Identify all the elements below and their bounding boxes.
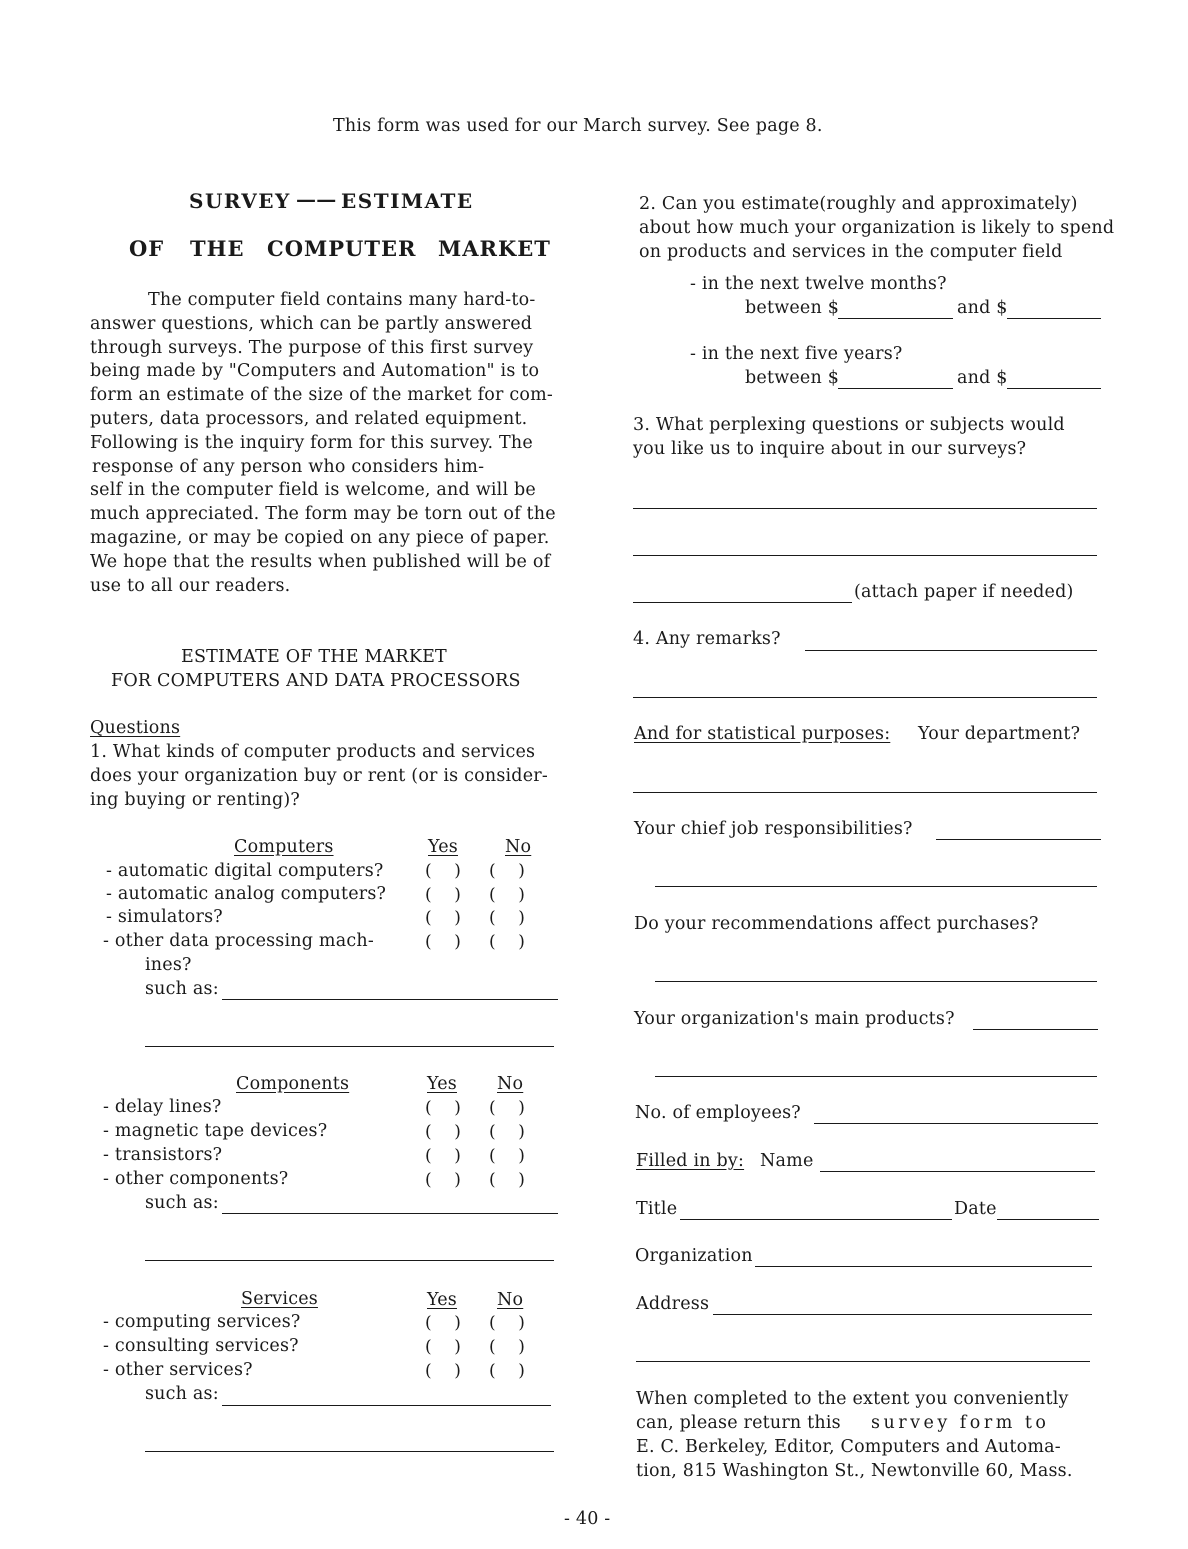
job-extra-line[interactable] <box>655 886 1097 887</box>
products-field[interactable] <box>973 1029 1098 1030</box>
components-heading: Components <box>236 1074 350 1094</box>
page-number: - 40 - <box>564 1509 611 1529</box>
components-item: - transistors? <box>103 1145 223 1165</box>
q2-line: about how much your organization is likely to spend <box>639 218 1115 238</box>
intro-line: much appreciated. The form may be torn out of the <box>90 504 556 525</box>
checkbox-yes[interactable]: ( ) <box>425 1170 462 1190</box>
computers-extra-line[interactable] <box>145 1046 554 1047</box>
intro-line: self in the computer field is welcome, and will be <box>90 480 536 501</box>
estimate-heading-line1: ESTIMATE OF THE MARKET <box>181 647 447 667</box>
services-item: - computing services? <box>103 1312 301 1332</box>
q4-label: 4. Any remarks? <box>633 629 781 649</box>
twelve-months-high-field[interactable] <box>1007 318 1101 319</box>
q3-answer-line[interactable] <box>633 555 1097 556</box>
closing-line-spaced: survey form to <box>871 1413 1050 1433</box>
products-label: Your organization's main products? <box>634 1009 955 1029</box>
intro-line: We hope that the results when published will be of <box>90 551 551 572</box>
name-label: Name <box>760 1151 814 1171</box>
q1-line: 1. What kinds of computer products and services <box>90 742 536 762</box>
checkbox-no[interactable]: ( ) <box>489 885 526 905</box>
five-years-high-field[interactable] <box>1007 388 1101 389</box>
title-word-the: THE <box>190 236 245 261</box>
and-label: and $ <box>957 368 1008 388</box>
date-field[interactable] <box>997 1219 1099 1220</box>
yes-header: Yes <box>428 837 458 857</box>
such-as-label: such as: <box>145 979 219 999</box>
checkbox-yes[interactable]: ( ) <box>425 1098 462 1118</box>
components-extra-line[interactable] <box>145 1260 554 1261</box>
checkbox-no[interactable]: ( ) <box>489 1146 526 1166</box>
intro-line: Following is the inquiry form for this survey. The <box>90 432 533 453</box>
q3-line: you like us to inquire about in our surveys? <box>633 439 1027 459</box>
computers-item: - simulators? <box>106 907 223 927</box>
statistical-label: And for statistical purposes: <box>634 724 891 744</box>
computers-heading: Computers <box>234 837 334 857</box>
intro-line: through surveys. The purpose of this first survey <box>90 337 534 358</box>
services-item: - other services? <box>103 1360 253 1380</box>
between-label: between $ <box>745 368 840 388</box>
checkbox-no[interactable]: ( ) <box>489 1313 526 1333</box>
checkbox-yes[interactable]: ( ) <box>425 1146 462 1166</box>
address-label: Address <box>636 1294 710 1314</box>
q2-line: on products and services in the computer field <box>639 242 1063 262</box>
closing-line: E. C. Berkeley, Editor, Computers and Automa- <box>636 1437 1061 1457</box>
q3-line: 3. What perplexing questions or subjects would <box>633 415 1065 435</box>
checkbox-yes[interactable]: ( ) <box>425 1337 462 1357</box>
closing-line: can, please return this <box>636 1413 841 1433</box>
checkbox-no[interactable]: ( ) <box>489 908 526 928</box>
yes-header: Yes <box>427 1290 457 1310</box>
title-word-market: MARKET <box>438 236 551 261</box>
recommendations-field[interactable] <box>655 981 1097 982</box>
checkbox-no[interactable]: ( ) <box>489 1170 526 1190</box>
such-as-label: such as: <box>145 1384 219 1404</box>
title-field[interactable] <box>680 1219 952 1220</box>
address-extra-line[interactable] <box>636 1361 1090 1362</box>
employees-label: No. of employees? <box>635 1103 801 1123</box>
checkbox-yes[interactable]: ( ) <box>425 908 462 928</box>
intro-line: magazine, or may be copied on any piece of paper. <box>90 527 550 548</box>
services-extra-line[interactable] <box>145 1451 554 1452</box>
closing-line: tion, 815 Washington St., Newtonville 60, Mass. <box>636 1461 1073 1481</box>
checkbox-yes[interactable]: ( ) <box>425 1122 462 1142</box>
q2-five-years: - in the next five years? <box>690 344 903 364</box>
q1-line: ing buying or renting)? <box>90 790 300 810</box>
checkbox-no[interactable]: ( ) <box>489 1361 526 1381</box>
title-word-of: OF <box>129 236 165 261</box>
computers-item-continuation: ines? <box>145 955 192 975</box>
services-item: - consulting services? <box>103 1336 299 1356</box>
intro-line: puters, data processors, and related equipment. <box>90 408 528 429</box>
checkbox-yes[interactable]: ( ) <box>425 932 462 952</box>
address-field[interactable] <box>713 1314 1092 1315</box>
title-label: Title <box>636 1199 678 1219</box>
employees-field[interactable] <box>814 1123 1098 1124</box>
computers-such-as-line[interactable] <box>222 999 558 1000</box>
intro-paragraph <box>90 289 584 598</box>
twelve-months-low-field[interactable] <box>838 318 953 319</box>
checkbox-yes[interactable]: ( ) <box>425 1313 462 1333</box>
header-note: This form was used for our March survey. See page 8. <box>333 116 823 136</box>
department-label: Your department? <box>918 724 1081 744</box>
name-field[interactable] <box>820 1171 1095 1172</box>
remarks-extra-line[interactable] <box>633 697 1097 698</box>
title-survey: SURVEY <box>189 189 291 213</box>
estimate-heading-line2: FOR COMPUTERS AND DATA PROCESSORS <box>111 671 521 691</box>
intro-line: being made by "Computers and Automation" is to <box>90 361 540 382</box>
computers-item: - other data processing mach- <box>103 931 374 951</box>
components-such-as-line[interactable] <box>222 1213 558 1214</box>
organization-field[interactable] <box>755 1266 1092 1267</box>
job-field[interactable] <box>936 839 1101 840</box>
q3-answer-line[interactable] <box>633 508 1097 509</box>
q3-answer-line[interactable] <box>633 602 852 603</box>
q1-line: does your organization buy or rent (or is consider- <box>90 766 548 786</box>
title-dash: —— <box>296 187 337 211</box>
products-extra-line[interactable] <box>655 1076 1097 1077</box>
intro-line: The computer field contains many hard-to- <box>148 290 536 310</box>
five-years-low-field[interactable] <box>838 388 953 389</box>
no-header: No <box>505 837 532 857</box>
job-label: Your chief job responsibilities? <box>634 819 913 839</box>
q2-line: 2. Can you estimate(roughly and approximately) <box>639 194 1078 214</box>
components-item: - magnetic tape devices? <box>103 1121 328 1141</box>
checkbox-yes[interactable]: ( ) <box>425 861 462 881</box>
intro-line: form an estimate of the size of the market for com- <box>90 385 553 406</box>
between-label: between $ <box>745 298 840 318</box>
checkbox-yes[interactable]: ( ) <box>425 885 462 905</box>
no-header: No <box>497 1074 524 1094</box>
closing-line: When completed to the extent you conveniently <box>636 1389 1069 1409</box>
title-word-computer: COMPUTER <box>267 236 417 261</box>
date-label: Date <box>954 1199 997 1219</box>
and-label: and $ <box>957 298 1008 318</box>
computers-item: - automatic digital computers? <box>106 861 384 881</box>
organization-label: Organization <box>635 1246 753 1266</box>
no-header: No <box>497 1290 524 1310</box>
filled-by-label: Filled in by: <box>636 1151 745 1171</box>
checkbox-no[interactable]: ( ) <box>489 1098 526 1118</box>
components-item: - delay lines? <box>103 1097 222 1117</box>
checkbox-no[interactable]: ( ) <box>489 932 526 952</box>
title-estimate: ESTIMATE <box>341 189 474 213</box>
intro-line: answer questions, which can be partly answered <box>90 313 533 334</box>
yes-header: Yes <box>427 1074 457 1094</box>
department-field[interactable] <box>633 792 1097 793</box>
remarks-field[interactable] <box>805 650 1097 651</box>
recommendations-label: Do your recommendations affect purchases? <box>634 914 1039 934</box>
intro-line: response of any person who considers him- <box>92 456 485 477</box>
checkbox-no[interactable]: ( ) <box>489 1122 526 1142</box>
attach-paper-note: (attach paper if needed) <box>854 582 1074 602</box>
checkbox-no[interactable]: ( ) <box>489 1337 526 1357</box>
services-heading: Services <box>241 1289 318 1309</box>
q2-twelve-months: - in the next twelve months? <box>690 274 947 294</box>
intro-line: use to all our readers. <box>90 575 291 596</box>
such-as-label: such as: <box>145 1193 219 1213</box>
questions-label: Questions <box>90 718 181 738</box>
computers-item: - automatic analog computers? <box>106 884 387 904</box>
components-item: - other components? <box>103 1169 289 1189</box>
services-such-as-line[interactable] <box>222 1405 551 1406</box>
checkbox-no[interactable]: ( ) <box>489 861 526 881</box>
checkbox-yes[interactable]: ( ) <box>425 1361 462 1381</box>
